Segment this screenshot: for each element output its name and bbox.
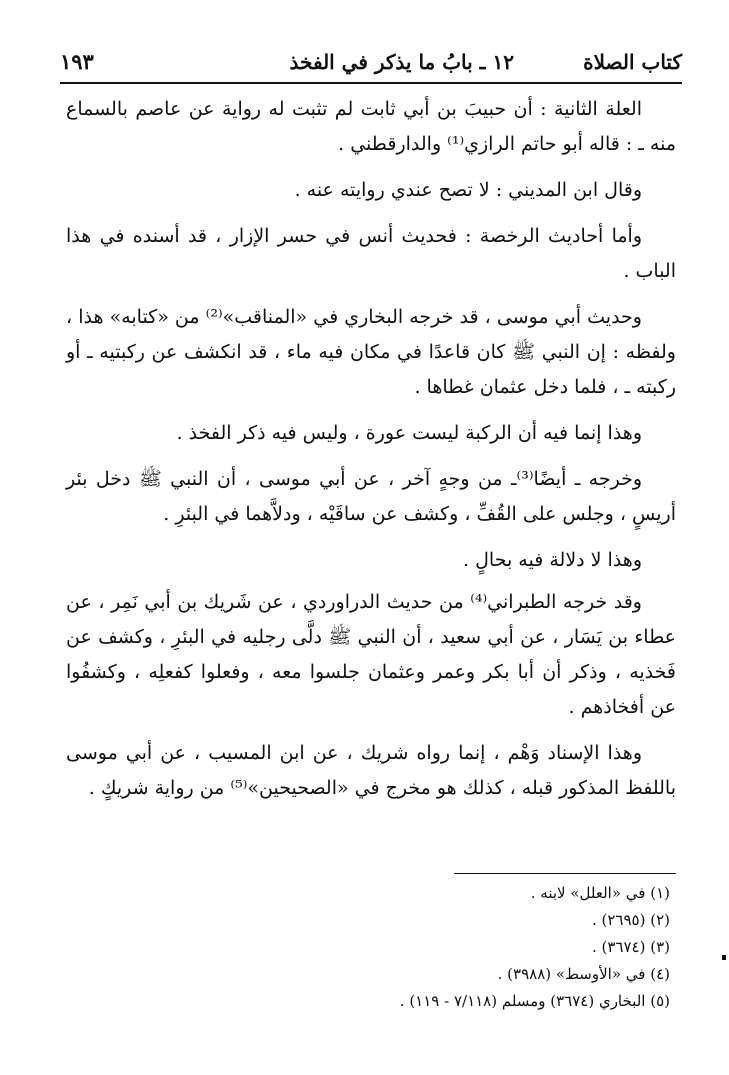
footnote: (٤) في «الأوسط» (٣٩٨٨) . (497, 965, 670, 983)
footnote: (١) في «العلل» لابنه . (530, 884, 670, 902)
paragraph: وحديث أبي موسى ، قد خرجه البخاري في «المناقب»⁽²⁾ من «كتابه» هذا ، ولفظه : إن النبي ﷺ كان قاعدًا في مكان فيه ماء ، قد انكشف عن ركبتيه ـ أو ركبته ـ ، فلما دخل عثمان غطاها . (66, 306, 676, 398)
book-title: كتاب الصلاة (583, 50, 682, 74)
footnote: (٣) (٣٦٧٤) . (591, 938, 670, 956)
page-number: ١٩٣ (60, 49, 94, 74)
paragraph: وقد خرجه الطبراني⁽⁴⁾ من حديث الدراوردي ، عن شَريك بن أبي نَمِر ، عن عطاء بن يَسَار ، عن أبي سعيد ، أن النبي ﷺ دلَّى رجليه في البئرِ ، وكشف عن فَخذيه ، وذكر أن أبا بكر وعمر وعثمان جلسوا معه ، وفعلوا كفعلِه ، وكشفُوا عن أفخاذهم . (66, 591, 676, 718)
footnotes (66, 880, 676, 1015)
paragraph: وهذا لا دلالة فيه بحالٍ . (463, 549, 642, 571)
paragraph: وهذا الإسناد وَهْم ، إنما رواه شريك ، عن ابن المسيب ، عن أبي موسى باللفظ المذكور قبله ، كذلك هو مخرج في «الصحيحين»⁽⁵⁾ من رواية شريكٍ . (66, 742, 676, 799)
scan-mark (722, 955, 726, 960)
paragraph: وخرجه ـ أيضًا⁽³⁾ـ من وجهٍ آخر ، عن أبي موسى ، أن النبي ﷺ دخل بئر أريسٍ ، وجلس على القُفِّ ، وكشف عن ساقَيْه ، ودلاَّهما في البئرِ . (66, 468, 676, 525)
page-header (60, 40, 682, 84)
footnote: (٥) البخاري (٣٦٧٤) ومسلم (٧/١١٨ - ١١٩) . (399, 992, 670, 1010)
paragraph: وقال ابن المديني : لا تصح عندي روايته عنه . (294, 179, 642, 201)
footnote: (٢) (٢٦٩٥) . (591, 911, 670, 929)
header-rule (60, 82, 682, 84)
footnote-separator (454, 873, 676, 874)
paragraph: وهذا إنما فيه أن الركبة ليست عورة ، وليس فيه ذكر الفخذ . (176, 422, 642, 444)
paragraph: وأما أحاديث الرخصة : فحديث أنس في حسر الإزار ، قد أسنده في هذا الباب . (66, 225, 676, 282)
chapter-title: ١٢ ـ بابُ ما يذكر في الفخذ (289, 50, 514, 74)
body-text (66, 92, 676, 817)
paragraph: العلة الثانية : أن حبيبَ بن أبي ثابت لم تثبت له رواية عن عاصم بالسماع منه ـ : قاله أبو حاتم الرازي⁽¹⁾ والدارقطني . (66, 98, 676, 155)
